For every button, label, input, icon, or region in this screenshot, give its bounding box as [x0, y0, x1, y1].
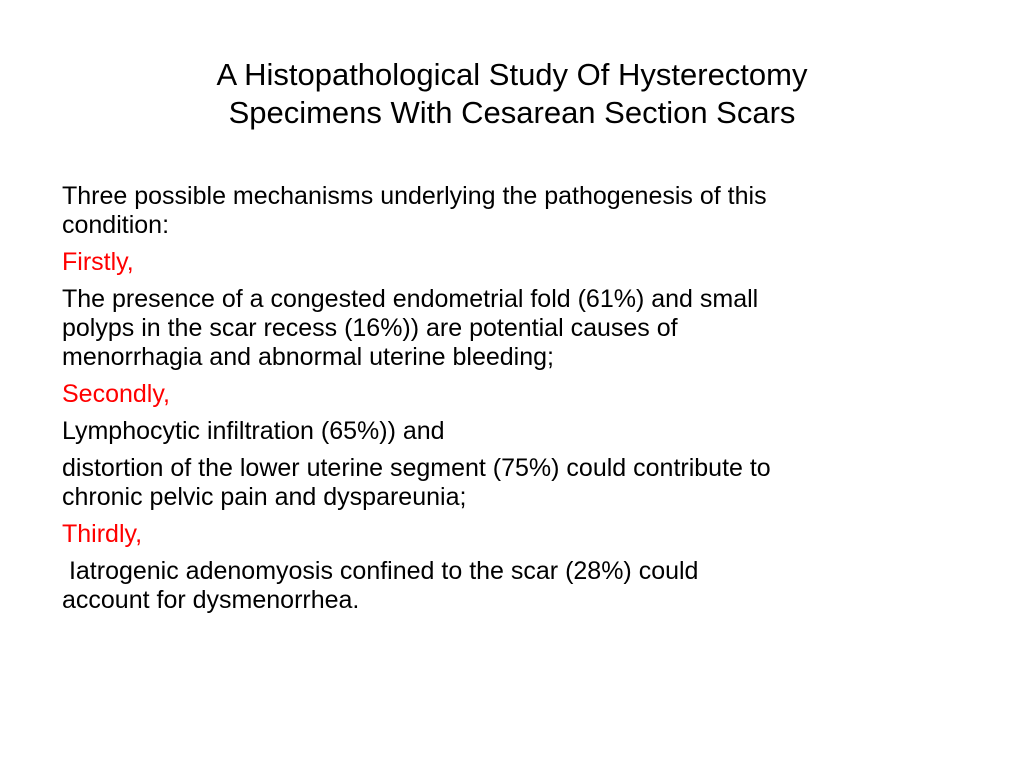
heading-secondly: [62, 380, 962, 409]
paragraph-secondly-a: [62, 417, 962, 446]
paragraph-line: account for dysmenorrhea.: [62, 586, 360, 614]
heading-thirdly: [62, 520, 962, 549]
paragraph-line: condition:: [62, 211, 170, 239]
paragraph-thirdly: [62, 557, 962, 615]
slide-title: [0, 56, 1024, 132]
paragraph-line: polyps in the scar recess (16%)) are potential causes of: [62, 314, 678, 342]
paragraph-line: menorrhagia and abnormal uterine bleeding;: [62, 343, 554, 371]
paragraph-intro: [62, 182, 962, 240]
paragraph-line: The presence of a congested endometrial fold (61%) and small: [62, 285, 759, 313]
paragraph-line: Firstly,: [62, 248, 134, 276]
paragraph-line: Iatrogenic adenomyosis confined to the scar (28%) could: [62, 557, 699, 585]
paragraph-secondly-b: [62, 454, 962, 512]
paragraph-line: distortion of the lower uterine segment (75%) could contribute to: [62, 454, 771, 482]
paragraph-line: Three possible mechanisms underlying the pathogenesis of this: [62, 182, 767, 210]
paragraph-line: Secondly,: [62, 380, 170, 408]
title-line-2: Specimens With Cesarean Section Scars: [228, 95, 796, 130]
title-line-1: A Histopathological Study Of Hysterectomy: [216, 57, 808, 92]
heading-firstly: [62, 248, 962, 277]
paragraph-line: Thirdly,: [62, 520, 143, 548]
slide-body: [62, 182, 962, 623]
paragraph-firstly: [62, 285, 962, 372]
paragraph-line: chronic pelvic pain and dyspareunia;: [62, 483, 467, 511]
paragraph-line: Lymphocytic infiltration (65%)) and: [62, 417, 445, 445]
